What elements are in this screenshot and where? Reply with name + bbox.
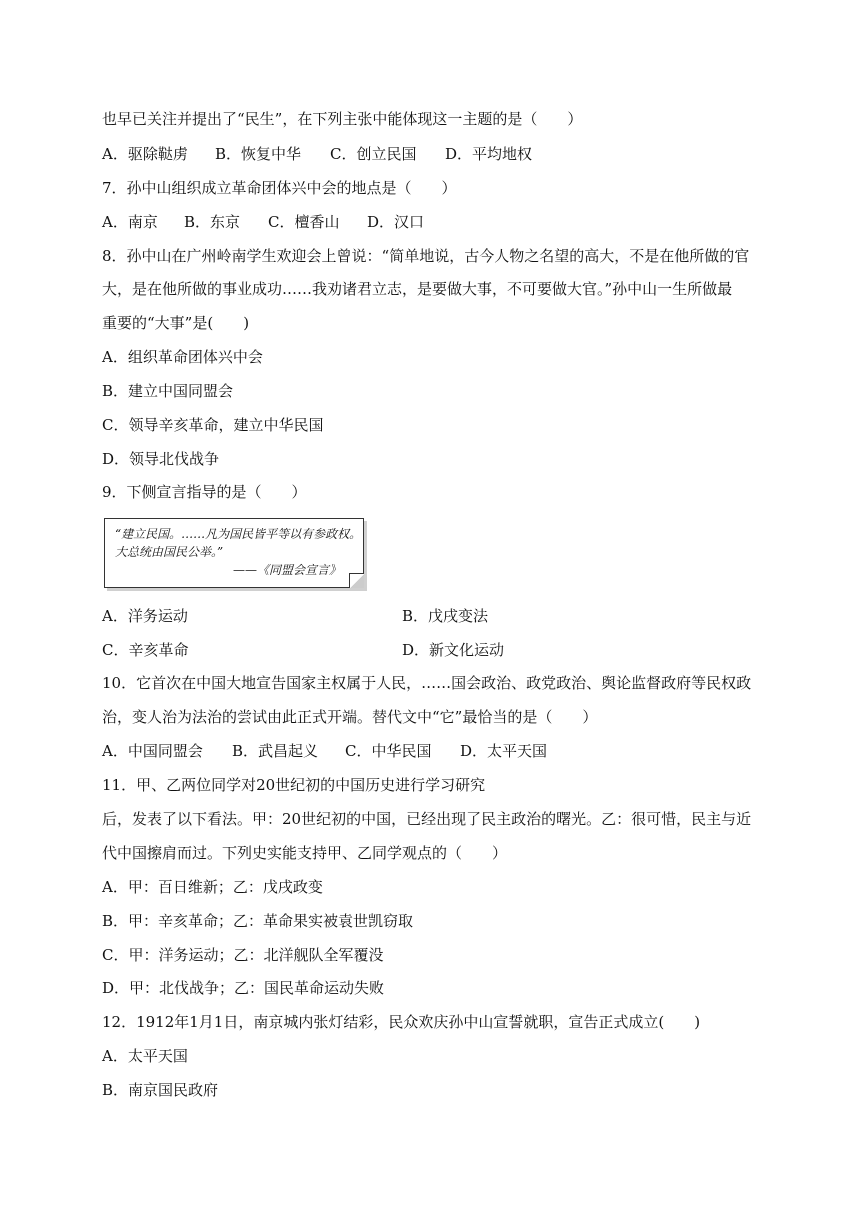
question-12-option-a: A．太平天国 xyxy=(102,1047,188,1065)
question-6-option-d: D．平均地权 xyxy=(445,145,533,163)
question-8-option-b: B．建立中国同盟会 xyxy=(102,382,234,400)
question-6-stem: 也早已关注并提出了“民生”，在下列主张中能体现这一主题的是（ ） xyxy=(102,110,583,128)
declaration-note-box xyxy=(104,518,364,588)
question-7-option-c: C．檀香山 xyxy=(268,213,340,231)
question-9-option-b: B．戊戌变法 xyxy=(402,607,489,625)
question-9-option-d: D．新文化运动 xyxy=(402,641,505,659)
question-10-option-d: D．太平天国 xyxy=(460,742,548,760)
question-7-stem: 7．孙中山组织成立革命团体兴中会的地点是（ ） xyxy=(102,179,457,197)
question-9-option-c: C．辛亥革命 xyxy=(102,641,189,659)
question-10-stem-line-2: 治，变人治为法治的尝试由此正式开端。替代文中“它”最恰当的是（ ） xyxy=(102,708,598,726)
declaration-quote-line-1: “建立民国。……凡为国民皆平等以有参政权。 xyxy=(115,527,362,541)
question-11-option-d: D．甲：北伐战争；乙：国民革命运动失败 xyxy=(102,979,385,997)
question-10-stem-line-1: 10．它首次在中国大地宣告国家主权属于人民，……国会政治、政党政治、舆论监督政府等民权政 xyxy=(102,674,752,692)
question-8-option-d: D．领导北伐战争 xyxy=(102,450,220,468)
question-6-option-c: C．创立民国 xyxy=(330,145,417,163)
question-7-option-a: A．南京 xyxy=(102,213,158,231)
question-8-option-c: C．领导辛亥革命，建立中华民国 xyxy=(102,416,324,434)
question-12-option-b: B．南京国民政府 xyxy=(102,1081,219,1099)
question-8-option-a: A．组织革命团体兴中会 xyxy=(102,348,263,366)
question-9-stem: 9．下侧宣言指导的是（ ） xyxy=(102,483,307,501)
question-11-option-b: B．甲：辛亥革命；乙：革命果实被袁世凯窃取 xyxy=(102,912,414,930)
question-11-stem-line-3: 代中国擦肩而过。下列史实能支持甲、乙同学观点的（ ） xyxy=(102,844,508,862)
question-7-option-b: B．东京 xyxy=(184,213,241,231)
question-11-option-c: C．甲：洋务运动；乙：北洋舰队全军覆没 xyxy=(102,946,384,964)
question-10-option-a: A．中国同盟会 xyxy=(102,742,203,760)
declaration-source: ——《同盟会宣言》 xyxy=(233,563,342,577)
question-12-stem: 12．1912年1月1日，南京城内张灯结彩，民众欢庆孙中山宣誓就职，宣告正式成立( ) xyxy=(102,1013,701,1031)
question-11-option-a: A．甲：百日维新；乙：戊戌政变 xyxy=(102,878,323,896)
declaration-quote-line-2: 大总统由国民公举。” xyxy=(115,545,224,559)
question-10-option-b: B．武昌起义 xyxy=(232,742,319,760)
question-8-stem-line-2: 大，是在他所做的事业成功……我劝诸君立志，是要做大事，不可要做大官。”孙中山一生所做最 xyxy=(102,280,733,298)
question-7-option-d: D．汉口 xyxy=(367,213,425,231)
page-fold-corner xyxy=(349,573,364,588)
question-9-option-a: A．洋务运动 xyxy=(102,607,188,625)
question-10-option-c: C．中华民国 xyxy=(345,742,432,760)
question-6-option-b: B．恢复中华 xyxy=(215,145,302,163)
question-11-stem-line-2: 后，发表了以下看法。甲：20世纪初的中国，已经出现了民主政治的曙光。乙：很可惜，民主与近 xyxy=(102,810,752,828)
question-8-stem-line-1: 8．孙中山在广州岭南学生欢迎会上曾说：“简单地说，古今人物之名望的高大，不是在他所做的官 xyxy=(102,247,750,265)
question-11-stem-line-1: 11．甲、乙两位同学对20世纪初的中国历史进行学习研究 xyxy=(102,776,486,794)
question-8-stem-line-3: 重要的“大事”是( ) xyxy=(102,314,250,332)
question-6-option-a: A．驱除鞑虏 xyxy=(102,145,188,163)
